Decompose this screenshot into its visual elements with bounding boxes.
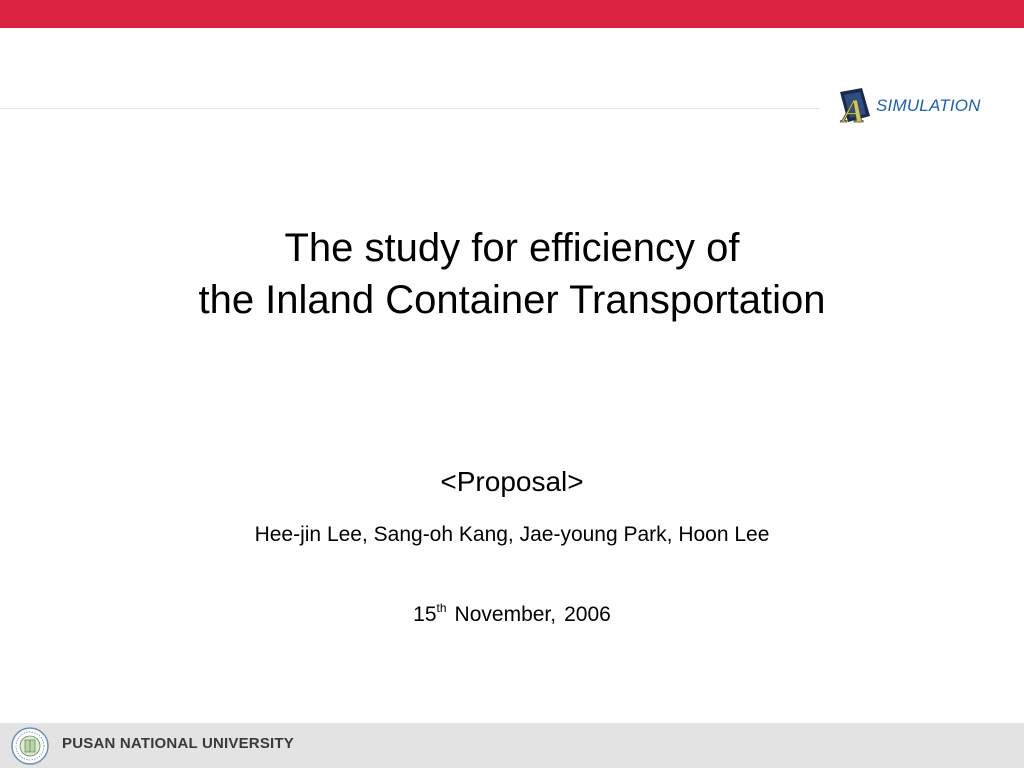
title-line-2: the Inland Container Transportation (198, 278, 826, 322)
date-ordinal-suffix: th (436, 601, 447, 615)
date-month: November, (454, 603, 557, 626)
slide-title (0, 222, 1024, 326)
title-line-1: The study for efficiency of (284, 226, 740, 270)
svg-text:A: A (842, 93, 865, 126)
top-accent-bar (0, 0, 1024, 28)
footer-bar (0, 723, 1024, 768)
date-year: 2006 (564, 603, 611, 626)
brand-text: SIMULATION (876, 96, 981, 115)
university-name: PUSAN NATIONAL UNIVERSITY (62, 735, 294, 752)
simulation-logo-icon (836, 86, 874, 126)
presentation-date (0, 600, 1024, 630)
university-seal-icon (11, 727, 49, 765)
header-divider (0, 108, 820, 109)
simulation-brand (836, 86, 981, 126)
proposal-label: <Proposal> (440, 466, 584, 497)
date-day: 15 (413, 603, 437, 626)
authors-line: Hee-jin Lee, Sang-oh Kang, Jae-young Park, Hoon Lee (254, 523, 770, 546)
